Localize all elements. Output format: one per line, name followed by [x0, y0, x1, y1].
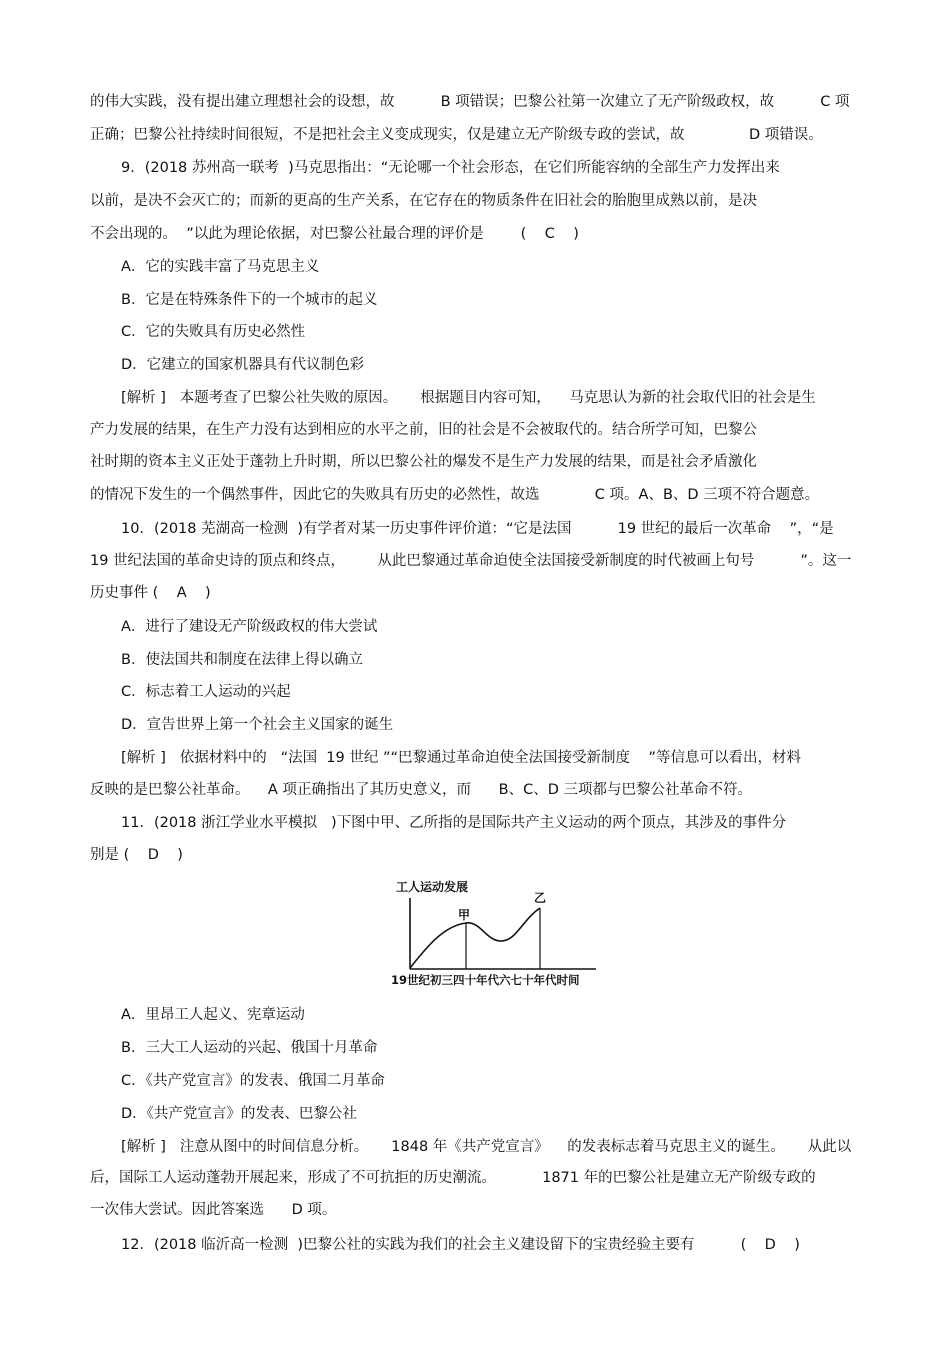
- option-a: A．它的实践丰富了马克思主义: [121, 259, 320, 275]
- text-line: 历史事件 ( A ): [90, 585, 211, 601]
- option-b: B．它是在特殊条件下的一个城市的起义: [121, 292, 378, 308]
- question-11: 11．(2018 浙江学业水平模拟 )下图中甲、乙所指的是国际共产主义运动的两个顶点，其涉及的事件分: [121, 815, 787, 831]
- option-a: A．进行了建设无产阶级政权的伟大尝试: [121, 619, 378, 635]
- option-d: D．它建立的国家机器具有代议制色彩: [121, 357, 365, 373]
- worker-movement-figure: [388, 878, 604, 990]
- option-d: D．《共产党宣言》的发表、巴黎公社: [121, 1106, 357, 1122]
- text-line: 后，国际工人运动蓬勃开展起来，形成了不可抗拒的历史潮流。 1871 年的巴黎公社是建立无产阶级专政的: [90, 1170, 816, 1186]
- peak-label-jia: 甲: [458, 908, 471, 922]
- analysis: [解析 ] 依据材料中的 “法国 19 世纪 ”“巴黎通过革命迫使全法国接受新制度 ”等信息可以看出，材料: [121, 750, 801, 766]
- text-line: 反映的是巴黎公社革命。 A 项正确指出了其历史意义，而 B、C、D 三项都与巴黎公社革命不符。: [90, 782, 752, 798]
- question-9: 9．(2018 苏州高一联考 )马克思指出：“无论哪一个社会形态，在它们所能容纳的全部生产力发挥出来: [121, 160, 780, 176]
- text-line: 社时期的资本主义正处于蓬勃上升时期，所以巴黎公社的爆发不是生产力发展的结果，而是社会矛盾激化: [90, 454, 757, 470]
- text-line: 别是 ( D ): [90, 847, 183, 863]
- analysis: [解析 ] 注意从图中的时间信息分析。 1848 年《共产党宣言》 的发表标志着马克思主义的诞生。 从此以: [121, 1139, 852, 1155]
- text-line: 以前，是决不会灭亡的；而新的更高的生产关系，在它存在的物质条件在旧社会的胎胞里成熟以前，是决: [90, 193, 757, 209]
- option-c: C．它的失败具有历史必然性: [121, 324, 306, 340]
- analysis: [解析 ] 本题考查了巴黎公社失败的原因。 根据题目内容可知， 马克思认为新的社会取代旧的社会是生: [121, 390, 816, 406]
- option-d: D．宣告世界上第一个社会主义国家的诞生: [121, 717, 394, 733]
- question-10: 10．(2018 芜湖高一检测 )有学者对某一历史事件评价道：“它是法国 19 世纪的最后一次革命 ”，“是: [121, 521, 834, 537]
- option-b: B．使法国共和制度在法律上得以确立: [121, 652, 363, 668]
- text-line: 不会出现的。 ”以此为理论依据，对巴黎公社最合理的评价是 ( C ): [90, 226, 579, 242]
- option-b: B．三大工人运动的兴起、俄国十月革命: [121, 1040, 378, 1056]
- option-a: A．里昂工人起义、宪章运动: [121, 1007, 305, 1023]
- option-c: C．标志着工人运动的兴起: [121, 684, 291, 700]
- text-line: 正确；巴黎公社持续时间很短，不是把社会主义变成现实，仅是建立无产阶级专政的尝试，故 D 项错误。: [90, 127, 823, 143]
- text-line: 一次伟大尝试。因此答案选 D 项。: [90, 1202, 337, 1218]
- peak-label-yi: 乙: [534, 891, 547, 905]
- option-c: C．《共产党宣言》的发表、俄国二月革命: [121, 1073, 385, 1089]
- figure-ylabel: 工人运动发展: [396, 880, 469, 894]
- text-line: 的情况下发生的一个偶然事件，因此它的失败具有历史的必然性，故选 C 项。A、B、D 三项不符合题意。: [90, 487, 820, 503]
- text-line: 产力发展的结果，在生产力没有达到相应的水平之前，旧的社会是不会被取代的。结合所学可知，巴黎公: [90, 422, 757, 438]
- question-12: 12．(2018 临沂高一检测 )巴黎公社的实践为我们的社会主义建设留下的宝贵经验主要有 ( D ): [121, 1237, 800, 1253]
- text-line: 的伟大实践，没有提出建立理想社会的设想，故 B 项错误；巴黎公社第一次建立了无产阶级政权，故 C 项: [90, 94, 850, 110]
- text-line: 19 世纪法国的革命史诗的顶点和终点， 从此巴黎通过革命迫使全法国接受新制度的时代被画上句号 ”。这一: [90, 553, 852, 569]
- movement-curve: [410, 908, 540, 968]
- figure-xlabel: 19世纪初三四十年代六七十年代时间: [391, 973, 580, 987]
